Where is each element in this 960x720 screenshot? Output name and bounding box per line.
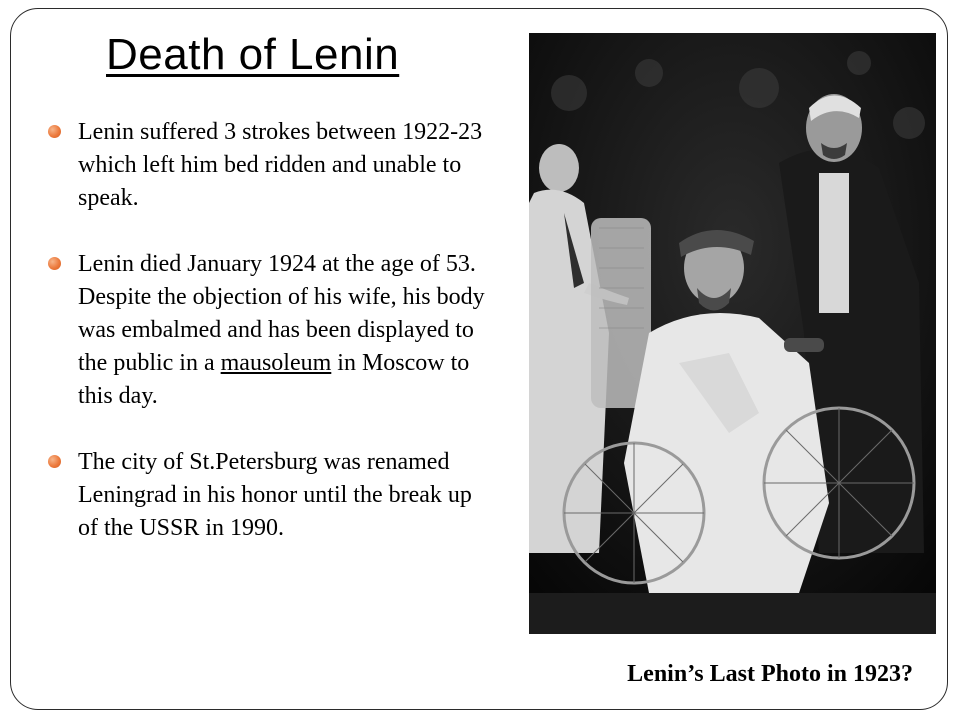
slide-title: Death of Lenin	[106, 30, 400, 79]
bullet-list	[48, 116, 493, 578]
bullet-text: The city of St.Petersburg was renamed Leningrad in his honor until the break up of the USSR in 1990.	[78, 449, 472, 541]
bullet-text: Lenin suffered 3 strokes between 1922-23 which left him bed ridden and unable to speak.	[78, 119, 483, 211]
lenin-photo-illustration	[529, 33, 936, 634]
bullet-item	[48, 248, 493, 413]
bullet-item	[48, 116, 493, 215]
bullet-item	[48, 446, 493, 545]
bullet-dot-icon	[48, 455, 61, 468]
photo-caption: Lenin’s Last Photo in 1923?	[627, 661, 913, 687]
mausoleum-link[interactable]: mausoleum	[220, 350, 332, 376]
bullet-text-before-link: Lenin died January 1924 at the age of 53. Despite the objection of his wife, his body was embalmed and has been displayed to the public in a	[78, 251, 485, 376]
lenin-photo	[529, 33, 936, 634]
bullet-dot-icon	[48, 125, 61, 138]
bullet-dot-icon	[48, 257, 61, 270]
bullet-text-after-link: in Moscow to this day.	[78, 350, 470, 409]
